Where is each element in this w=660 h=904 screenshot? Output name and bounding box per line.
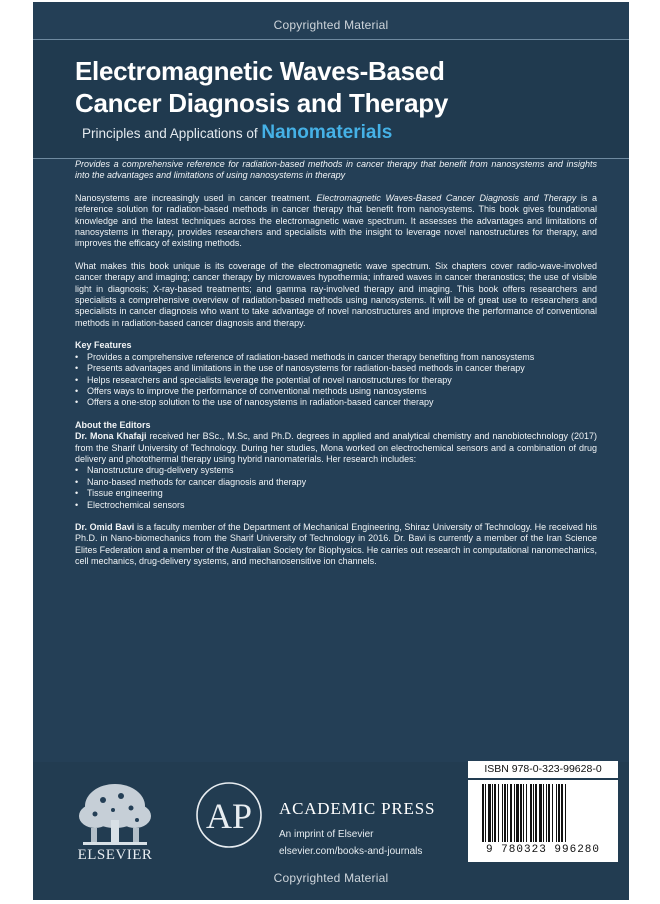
academic-press-logo-icon [194,780,264,850]
lead-paragraph: Provides a comprehensive reference for radiation-based methods in cancer therapy that benefit from nanosystems and insights into the advantages and limitations of using nanosystems in therapy [75,159,597,181]
intro-book-title: Electromagnetic Waves-Based Cancer Diagnosis and Therapy [316,192,577,203]
book-subtitle [82,122,392,144]
book-title-line2: Cancer Diagnosis and Therapy [75,88,449,118]
research-item: • Tissue engineering [75,488,597,499]
editor1-bio [75,431,597,465]
book-title [75,55,448,119]
key-feature-item: • Offers a one-stop solution to the use of nanosystems in radiation-based cancer therapy [75,397,597,408]
research-item: • Electrochemical sensors [75,500,597,511]
barcode-bars [480,784,606,844]
research-item: • Nanostructure drug-delivery systems [75,465,597,476]
intro-rest: is a reference solution for radiation-based methods in cancer therapy that benefit from nanosystems. This book gives foundational knowledge and the latest techniques across the electromagnetic wave spectrum. It assesses the advantages and limitations of nanosystems in therapy, provides researchers and specialists with the insight to leverage novel nanostructures for therapy, and improves the efficacy of existing methods. [75,192,597,249]
isbn-label: ISBN 978-0-323-99628-0 [468,761,618,778]
editor1-name: Dr. Mona Khafaji [75,431,147,442]
intro-start: Nanosystems are increasingly used in cancer treatment. [75,192,312,203]
book-title-line1: Electromagnetic Waves-Based [75,56,445,86]
barcode-number: 9 780323 996280 [485,844,601,856]
svg-text:AP: AP [205,796,253,836]
key-feature-item: • Presents advantages and limitations in the use of nanosystems for radiation-based methods in cancer therapy [75,363,597,374]
publisher-imprint: An imprint of Elsevier [279,829,374,840]
watermark-top: Copyrighted Material [273,18,389,32]
editor2-text: is a faculty member of the Department of Mechanical Engineering, Shiraz University of Technology. He received his Ph.D. in Nano-biomechanics from the Sharif University of Technology in 2016. Dr. Bavi is currently a member of the Iran Science Elites Federation and a member of the Australian Society for Biophysics. He carries out research in computational nanomechanics, cell mechanics, drug-delivery systems, and mechanosensitive ion channels. [75,521,597,567]
research-item: • Nano-based methods for cancer diagnosis and therapy [75,477,597,488]
editor1-text: received her BSc., M.Sc, and Ph.D. degrees in applied and analytical chemistry and nanobiotechnology (2017) from the Sharif University of Technology. During her studies, Mona worked on electrochemical sensors and a combination of drug delivery and photothermal therapy using hybrid nanomaterials. Her research includes: [75,431,597,464]
key-feature-item: • Offers ways to improve the performance of conventional methods using nanosystems [75,386,597,397]
intro-paragraph [75,193,597,250]
book-back-cover [33,2,629,900]
barcode [468,780,618,862]
watermark-bottom: Copyrighted Material [273,871,389,885]
publisher-details [279,826,422,860]
key-features-heading: Key Features [75,340,132,351]
description-body [75,159,597,568]
publisher-name: ACADEMIC PRESS [279,799,436,818]
editor1-research-list [75,465,597,511]
editors-heading: About the Editors [75,419,151,430]
subtitle-prefix: Principles and Applications of [82,126,258,141]
editor2-name: Dr. Omid Bavi [75,521,135,532]
key-feature-item: • Helps researchers and specialists leverage the potential of novel nanostructures for therapy [75,375,597,386]
coverage-paragraph: What makes this book unique is its coverage of the electromagnetic wave spectrum. Six chapters cover radio-wave-involved cancer therapy and imaging; cancer therapy by microwaves hypothermia; infrared waves in cancer theranostics; the use of visible light in diagnosis; X-ray-based treatments; and gamma ray-involved therapy and imaging. This book offers researchers and specialists a comprehensive overview of radiation-based methods using nanosystems. It will be of great use to researchers and specialists in cancer diagnosis who want to take advantage of novel nanostructures and improve the performance of conventional methods in radiation-based cancer diagnosis and therapy. [75,260,597,328]
key-features-list [75,352,597,409]
subtitle-highlight: Nanomaterials [261,122,393,143]
editor2-bio [75,522,597,568]
publisher-url: elsevier.com/books-and-journals [279,846,423,857]
elsevier-wordmark: ELSEVIER [77,847,153,863]
key-feature-item: • Provides a comprehensive reference of radiation-based methods in cancer therapy benefiting from nanosystems [75,352,597,363]
